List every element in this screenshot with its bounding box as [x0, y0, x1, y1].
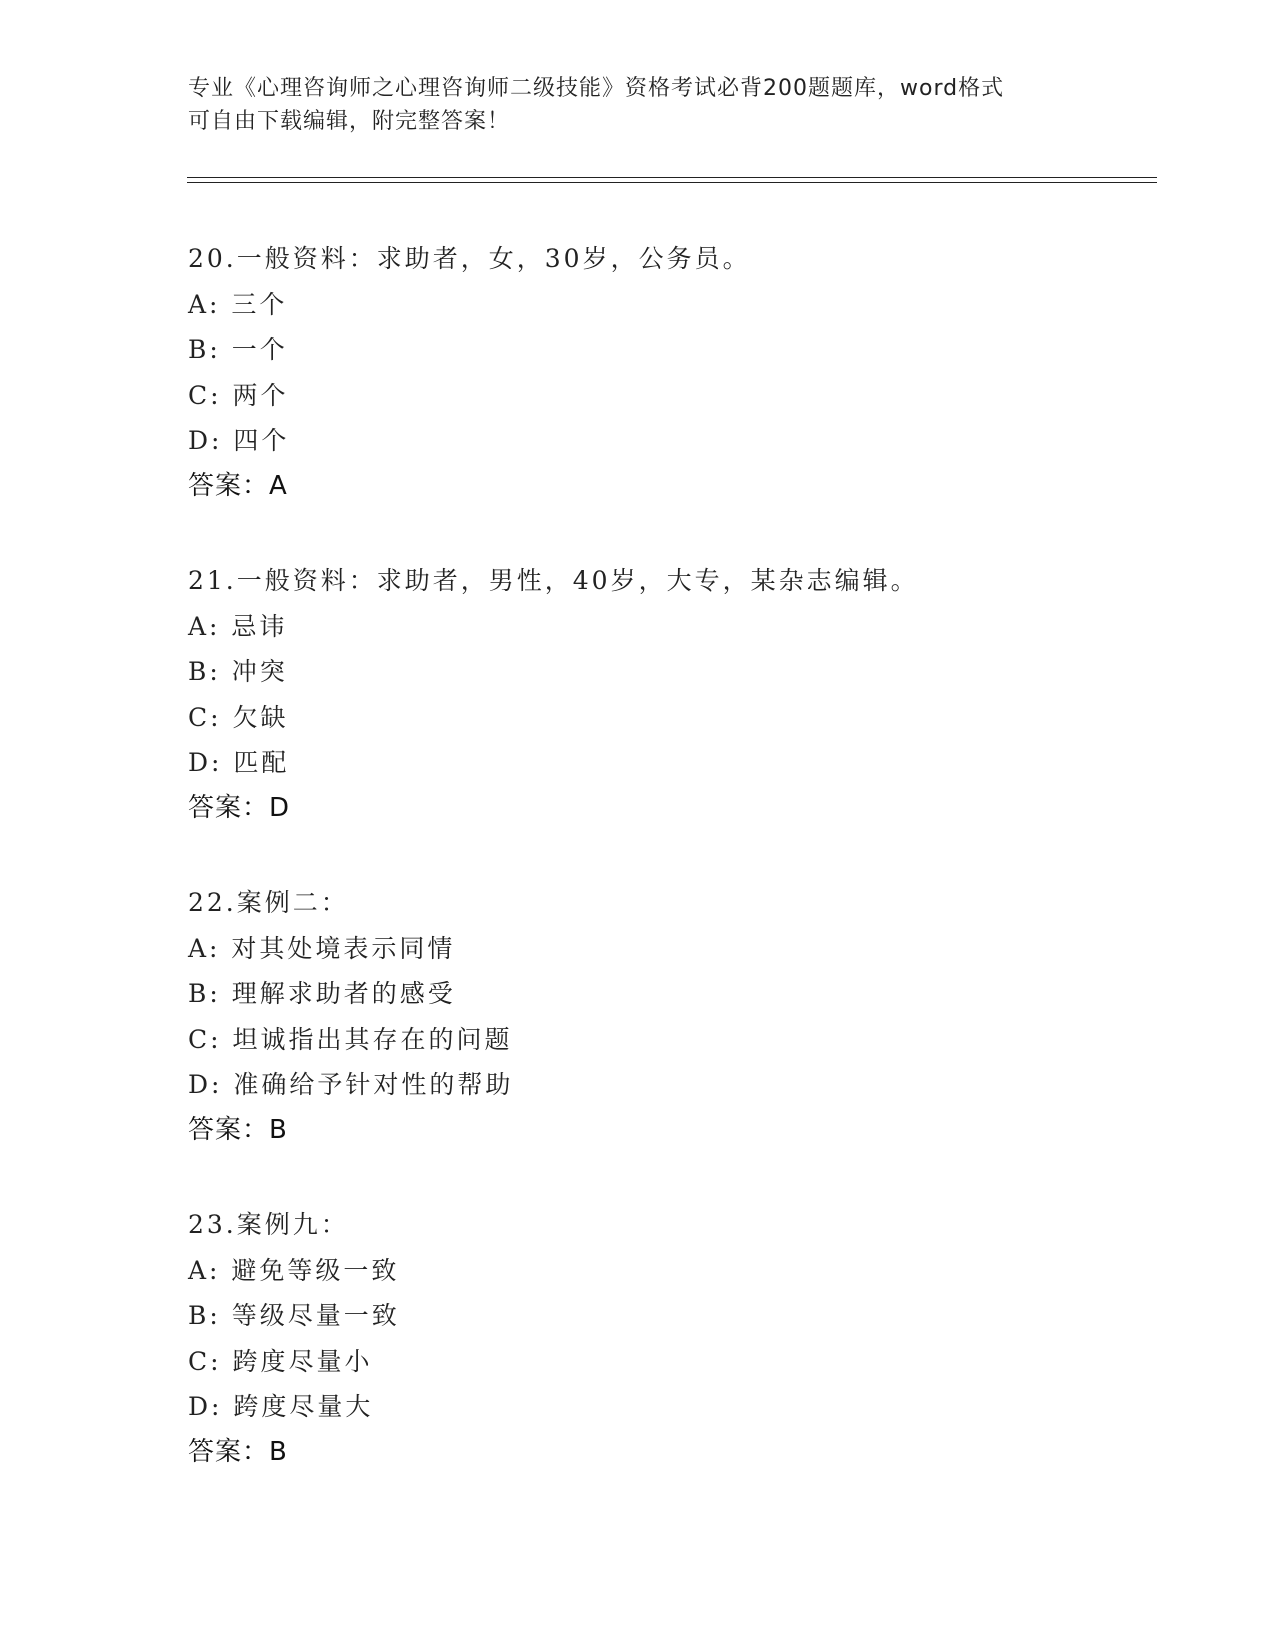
- option-b: B: 等级尽量一致: [188, 1301, 400, 1330]
- option-d: D: 四个: [188, 426, 290, 455]
- question-list: [188, 236, 1148, 1524]
- question-22: [188, 880, 1148, 1153]
- question-title: 20.一般资料：求助者，女，30岁，公务员。: [188, 244, 751, 273]
- question-title: 22.案例二：: [188, 888, 349, 917]
- option-a: A: 避免等级一致: [188, 1255, 400, 1285]
- answer: 答案：B: [188, 1436, 288, 1467]
- option-d: D: 准确给予针对性的帮助: [188, 1070, 514, 1099]
- option-c: C: 坦诚指出其存在的问题: [188, 1024, 513, 1054]
- header-divider-top: [187, 177, 1157, 178]
- answer: 答案：D: [188, 792, 291, 823]
- answer: 答案：B: [188, 1114, 288, 1145]
- header-line-1: 专业《心理咨询师之心理咨询师二级技能》资格考试必背200题题库，word格式: [188, 76, 1005, 101]
- question-21: [188, 558, 1148, 831]
- header-divider-bottom: [187, 182, 1157, 183]
- document-header: [188, 72, 1088, 138]
- header-line-2: 可自由下载编辑，附完整答案！: [188, 109, 511, 134]
- question-23: [188, 1202, 1148, 1475]
- option-a: A: 对其处境表示同情: [188, 933, 456, 963]
- option-b: B: 理解求助者的感受: [188, 979, 456, 1008]
- option-d: D: 跨度尽量大: [188, 1392, 374, 1421]
- question-20: [188, 236, 1148, 509]
- option-c: C: 两个: [188, 380, 289, 410]
- option-c: C: 欠缺: [188, 702, 289, 732]
- option-b: B: 一个: [188, 335, 288, 364]
- option-d: D: 匹配: [188, 748, 290, 777]
- option-c: C: 跨度尽量小: [188, 1346, 373, 1376]
- option-a: A: 忌讳: [188, 611, 288, 641]
- answer: 答案：A: [188, 470, 288, 501]
- option-b: B: 冲突: [188, 657, 288, 686]
- question-title: 23.案例九：: [188, 1210, 349, 1239]
- option-a: A: 三个: [188, 289, 288, 319]
- question-title: 21.一般资料：求助者，男性，40岁，大专，某杂志编辑。: [188, 566, 919, 595]
